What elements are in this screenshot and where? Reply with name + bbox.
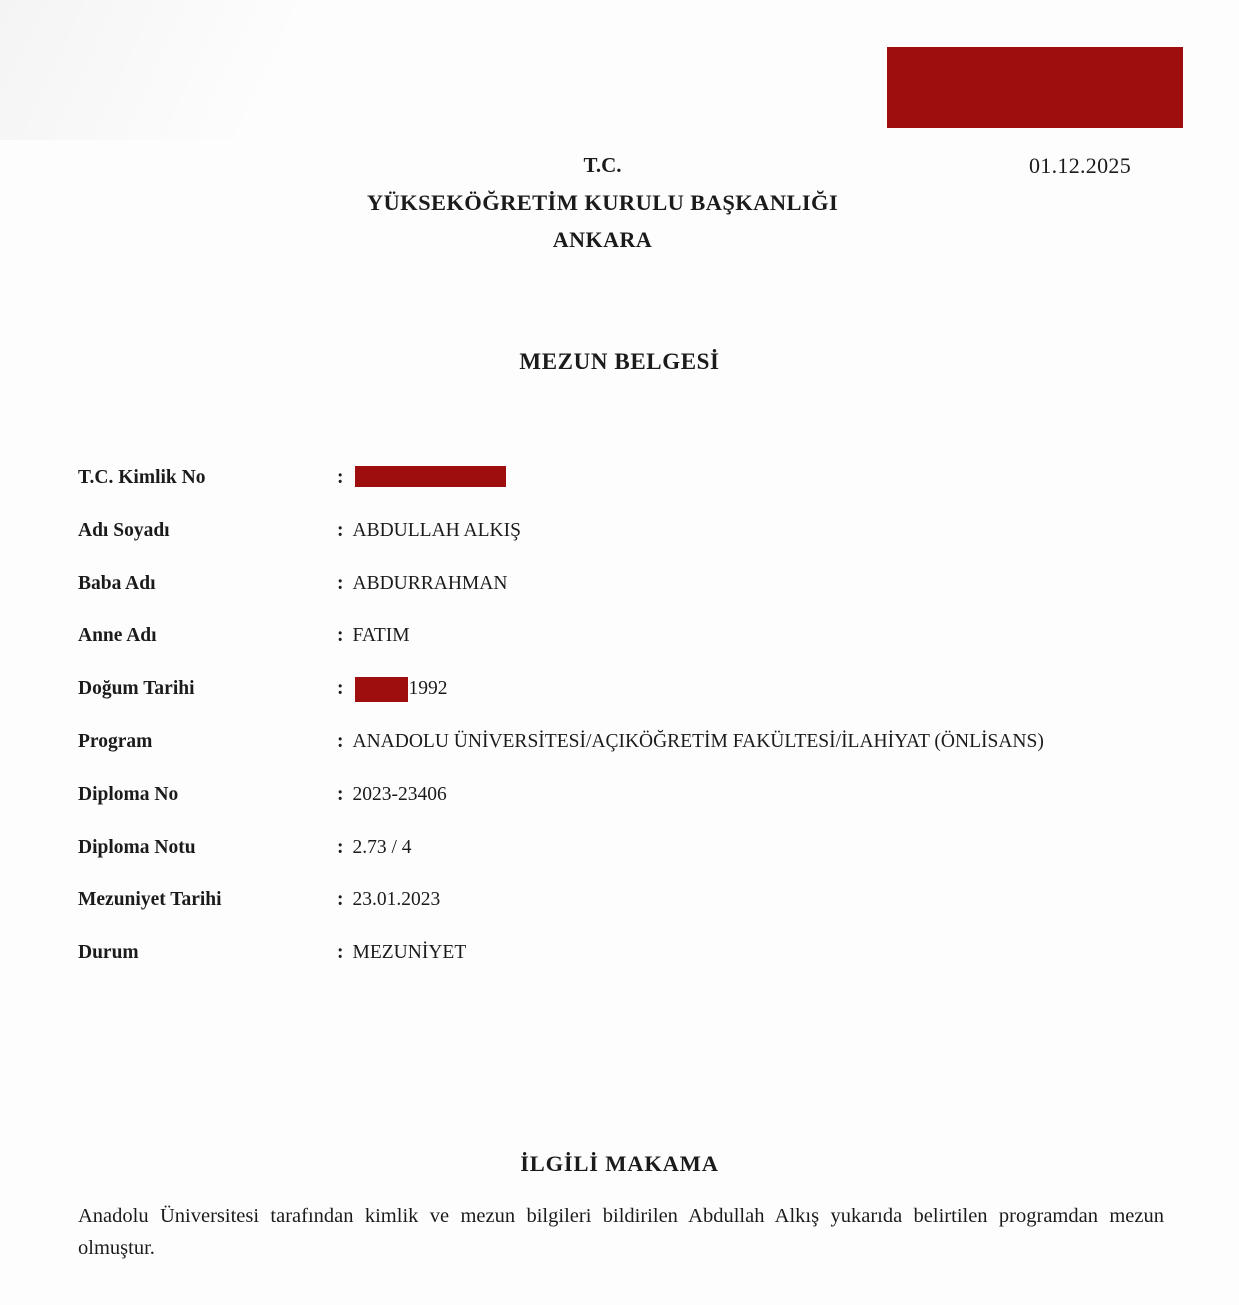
footer-body-text: Anadolu Üniversitesi tarafından kimlik ve mezun bilgileri bildirilen Abdullah Alkış yukarıda belirtilen programdan mezun olmuştur. bbox=[78, 1205, 1164, 1259]
field-separator: : bbox=[337, 467, 344, 488]
field-label: Adı Soyadı bbox=[78, 519, 170, 541]
field-label: Anne Adı bbox=[78, 625, 157, 647]
field-label: Baba Adı bbox=[78, 572, 156, 594]
scan-shading bbox=[0, 0, 420, 140]
field-row-mezuniyet-tarihi bbox=[78, 888, 1199, 912]
field-row-adi-soyadi bbox=[78, 519, 1199, 543]
field-value: 2.73 / 4 bbox=[352, 836, 412, 858]
field-separator: : bbox=[337, 889, 344, 911]
field-label: Durum bbox=[78, 942, 139, 964]
document-title: MEZUN BELGESİ bbox=[519, 349, 720, 374]
field-row-anne-adi bbox=[78, 624, 1199, 648]
field-label: T.C. Kimlik No bbox=[78, 467, 206, 488]
redaction-box-kimlik bbox=[355, 466, 506, 487]
document-header bbox=[0, 147, 1205, 258]
fields-section bbox=[78, 466, 1199, 994]
field-label: Program bbox=[78, 730, 153, 752]
field-separator: : bbox=[337, 730, 344, 752]
field-row-baba-adi bbox=[78, 572, 1199, 596]
field-separator: : bbox=[337, 519, 344, 541]
field-row-diploma-no bbox=[78, 783, 1199, 807]
field-separator: : bbox=[337, 625, 344, 647]
field-row-kimlik-no bbox=[78, 466, 1199, 490]
field-label: Mezuniyet Tarihi bbox=[78, 889, 222, 911]
field-value: ABDURRAHMAN bbox=[352, 572, 508, 594]
field-value: 2023-23406 bbox=[352, 783, 447, 805]
footer-heading: İLGİLİ MAKAMA bbox=[520, 1151, 719, 1176]
field-row-diploma-notu bbox=[78, 836, 1199, 860]
field-separator: : bbox=[337, 783, 344, 805]
header-republic: T.C. bbox=[583, 153, 622, 177]
field-separator: : bbox=[337, 836, 344, 858]
field-separator: : bbox=[337, 942, 344, 964]
field-value: FATIM bbox=[352, 625, 410, 647]
field-value: ABDULLAH ALKIŞ bbox=[352, 519, 521, 541]
field-value: 23.01.2023 bbox=[352, 889, 441, 911]
field-row-dogum-tarihi bbox=[78, 677, 1199, 701]
field-label: Doğum Tarihi bbox=[78, 678, 195, 700]
field-value: ANADOLU ÜNİVERSİTESİ/AÇIKÖĞRETİM FAKÜLTESİ/İLAHİYAT (ÖNLİSANS) bbox=[352, 730, 1044, 752]
redaction-box-birthdate bbox=[355, 677, 408, 702]
field-separator: : bbox=[337, 572, 344, 594]
field-value: MEZUNİYET bbox=[352, 942, 467, 964]
field-label: Diploma No bbox=[78, 783, 179, 805]
header-city: ANKARA bbox=[552, 227, 653, 252]
field-row-durum bbox=[78, 941, 1199, 965]
document-date: 01.12.2025 bbox=[1029, 153, 1131, 178]
field-row-program bbox=[78, 730, 1199, 754]
header-institution: YÜKSEKÖĞRETİM KURULU BAŞKANLIĞI bbox=[366, 190, 839, 215]
redaction-box-header bbox=[887, 47, 1183, 128]
field-label: Diploma Notu bbox=[78, 836, 196, 858]
field-value: 1992 bbox=[408, 678, 448, 700]
field-separator: : bbox=[337, 678, 344, 700]
